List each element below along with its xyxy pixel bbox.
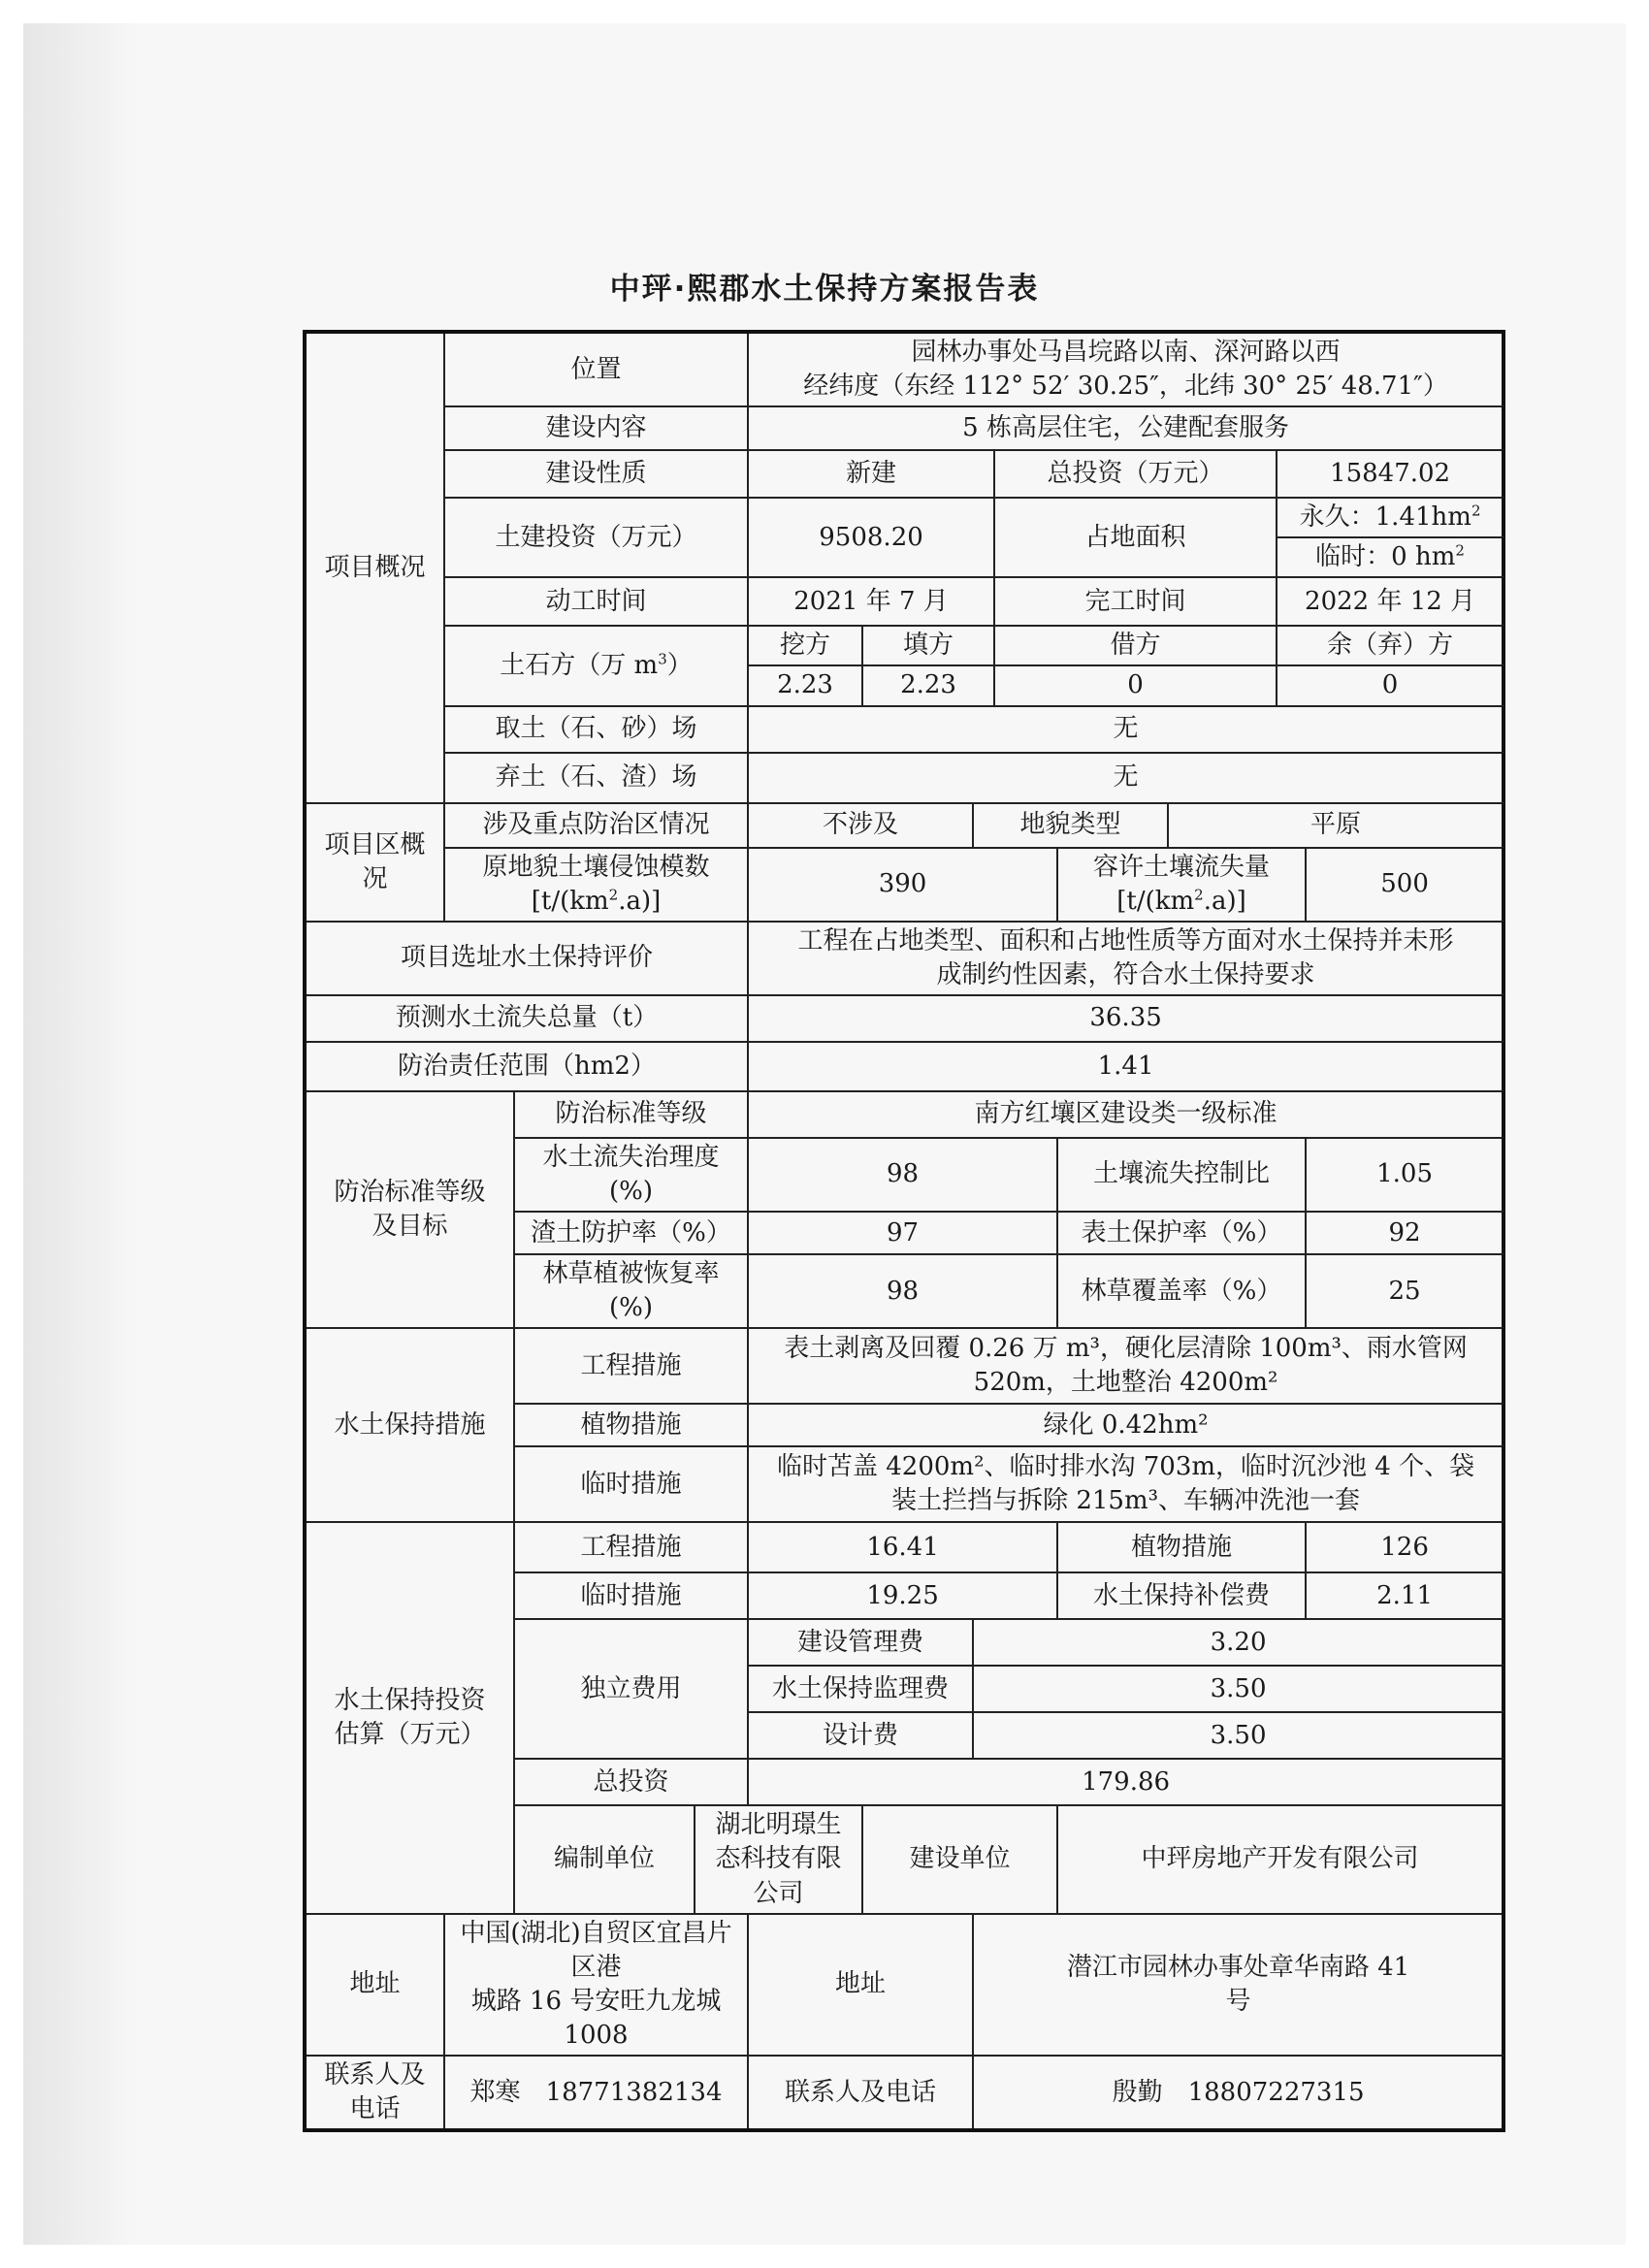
nature-label: 建设性质 — [444, 450, 748, 498]
total-invest-value: 15847.02 — [1277, 450, 1504, 498]
budget-comp-label: 水土保持补偿费 — [1057, 1572, 1306, 1619]
loss-total-label: 预测水土流失总量（t） — [305, 995, 748, 1042]
start-value: 2021 年 7 月 — [748, 577, 994, 626]
indep-item-value-1: 3.20 — [973, 1619, 1504, 1666]
indep-item-label-1: 建设管理费 — [748, 1619, 973, 1666]
landform-label: 地貌类型 — [973, 803, 1168, 848]
overview-group-label: 项目概况 — [305, 332, 444, 803]
report-title: 中玶·熙郡水土保持方案报告表 — [609, 272, 1040, 307]
budget-eng-value: 16.41 — [748, 1522, 1057, 1572]
nature-value: 新建 — [748, 450, 994, 498]
builder-address-label: 地址 — [748, 1914, 973, 2056]
civil-invest-value: 9508.20 — [748, 498, 994, 577]
indep-item-value-2: 3.50 — [973, 1666, 1504, 1712]
builder-label: 建设单位 — [862, 1805, 1057, 1913]
target-label-1: 水土流失治理度(%) — [514, 1138, 748, 1212]
start-label: 动工时间 — [444, 577, 748, 626]
earth-label-power: 3 — [658, 650, 667, 668]
compiler-address-value — [444, 1914, 748, 2056]
earth-value-cut: 2.23 — [748, 665, 862, 705]
builder-contact-value: 殷勤 18807227315 — [973, 2056, 1504, 2130]
loss-total-value: 36.35 — [748, 995, 1504, 1042]
content-label: 建设内容 — [444, 406, 748, 450]
end-value: 2022 年 12 月 — [1277, 577, 1504, 626]
standard-level-label: 防治标准等级 — [514, 1091, 748, 1138]
temp-measure-value — [748, 1446, 1504, 1522]
area-temporary — [1277, 537, 1504, 577]
area-label: 占地面积 — [994, 498, 1277, 577]
location-label: 位置 — [444, 332, 748, 406]
borrow-site-value: 无 — [748, 706, 1504, 753]
report-form — [303, 330, 1502, 2124]
landform-value: 平原 — [1168, 803, 1504, 848]
target-label-4: 表土保护率（%） — [1057, 1212, 1306, 1254]
area-permanent-text: 永久：1.41hm — [1299, 502, 1471, 533]
budget-total-value: 179.86 — [748, 1759, 1504, 1805]
area-permanent — [1277, 498, 1504, 537]
compiler-contact-value: 郑寒 18771382134 — [444, 2056, 748, 2130]
erosion-unit-text: [t/(km — [531, 886, 609, 916]
erosion-unit — [453, 885, 739, 919]
builder-contact-label: 联系人及电话 — [748, 2056, 973, 2130]
content-value: 5 栋高层住宅，公建配套服务 — [748, 406, 1504, 450]
plant-measure-label: 植物措施 — [514, 1404, 748, 1446]
allow-unit — [1066, 885, 1297, 919]
standard-level-value: 南方红壤区建设类一级标准 — [748, 1091, 1504, 1138]
area-temporary-text: 临时：0 hm — [1315, 542, 1456, 572]
spoil-site-value: 无 — [748, 753, 1504, 803]
budget-group-label — [305, 1522, 514, 1913]
location-value — [748, 332, 1504, 406]
site-eval-label: 项目选址水土保持评价 — [305, 922, 748, 995]
indep-item-value-3: 3.50 — [973, 1712, 1504, 1759]
earth-value-borrow: 0 — [994, 665, 1277, 705]
standard-group-line-2: 及目标 — [372, 1212, 448, 1242]
budget-plant-value: 126 — [1306, 1522, 1504, 1572]
budget-total-label: 总投资 — [514, 1759, 748, 1805]
target-value-5: 98 — [748, 1254, 1057, 1328]
indep-item-label-3: 设计费 — [748, 1712, 973, 1759]
compiler-address-line-1: 中国(湖北)自贸区宜昌片区港 — [460, 1918, 732, 1982]
budget-temp-value: 19.25 — [748, 1572, 1057, 1619]
allow-unit-power: 2 — [1194, 886, 1204, 903]
allow-label-text: 容许土壤流失量 — [1093, 852, 1271, 882]
location-coordinates: 经纬度（东经 112° 52′ 30.25″，北纬 30° 25′ 48.71″） — [803, 372, 1448, 402]
measures-group-label: 水土保持措施 — [305, 1328, 514, 1522]
earth-header-borrow: 借方 — [994, 626, 1277, 665]
compiler-value: 湖北明璟生态科技有限公司 — [695, 1805, 862, 1913]
budget-indep-label: 独立费用 — [514, 1619, 748, 1759]
earth-header-spoil: 余（弃）方 — [1277, 626, 1504, 665]
earth-value-spoil: 0 — [1277, 665, 1504, 705]
scope-label: 防治责任范围（hm2） — [305, 1042, 748, 1091]
end-label: 完工时间 — [994, 577, 1277, 626]
target-value-3: 97 — [748, 1212, 1057, 1254]
budget-group-line-2: 估算（万元） — [334, 1719, 486, 1749]
earth-label — [444, 626, 748, 705]
builder-address-line-1: 潜江市园林办事处章华南路 41 — [1066, 1952, 1410, 1982]
target-value-2: 1.05 — [1306, 1138, 1504, 1212]
area-temporary-power: 2 — [1455, 541, 1465, 560]
compiler-address-label: 地址 — [305, 1914, 444, 2056]
builder-address-line-2: 号 — [1225, 1986, 1251, 2016]
total-invest-label: 总投资（万元） — [994, 450, 1277, 498]
scope-value: 1.41 — [748, 1042, 1504, 1091]
compiler-label: 编制单位 — [514, 1805, 695, 1913]
budget-comp-value: 2.11 — [1306, 1572, 1504, 1619]
location-address: 园林办事处马昌垸路以南、深河路以西 — [911, 338, 1341, 367]
temp-measure-line-2: 装土拦挡与拆除 215m³、车辆冲洗池一套 — [891, 1486, 1361, 1516]
site-eval-line-1: 工程在占地类型、面积和占地性质等方面对水土保持并未形 — [797, 925, 1454, 956]
erosion-label-text: 原地貌土壤侵蚀模数 — [482, 852, 710, 882]
earth-header-cut: 挖方 — [748, 626, 862, 665]
area-permanent-power: 2 — [1471, 502, 1481, 520]
report-table — [303, 330, 1505, 2132]
region-group-label: 项目区概况 — [305, 803, 444, 922]
site-eval-value — [748, 922, 1504, 995]
allow-label — [1057, 848, 1306, 922]
allow-unit-end: .a)] — [1203, 886, 1246, 916]
page-shadow — [23, 23, 140, 2245]
budget-group-line-1: 水土保持投资 — [334, 1685, 486, 1715]
budget-temp-label: 临时措施 — [514, 1572, 748, 1619]
plant-measure-value: 绿化 0.42hm² — [748, 1404, 1504, 1446]
earth-header-fill: 填方 — [862, 626, 994, 665]
target-label-6: 林草覆盖率（%） — [1057, 1254, 1306, 1328]
temp-measure-line-1: 临时苫盖 4200m²、临时排水沟 703m，临时沉沙池 4 个、袋 — [776, 1452, 1475, 1482]
borrow-site-label: 取土（石、砂）场 — [444, 706, 748, 753]
spoil-site-label: 弃土（石、渣）场 — [444, 753, 748, 803]
erosion-unit-power: 2 — [608, 886, 619, 903]
key-area-label: 涉及重点防治区情况 — [444, 803, 748, 848]
earth-label-text: 土石方（万 m — [500, 650, 659, 680]
eng-measure-line-2: 520m，土地整治 4200m² — [973, 1368, 1278, 1398]
target-value-1: 98 — [748, 1138, 1057, 1212]
key-area-value: 不涉及 — [748, 803, 973, 848]
target-label-2: 土壤流失控制比 — [1057, 1138, 1306, 1212]
eng-measure-value — [748, 1328, 1504, 1404]
site-eval-line-2: 成制约性因素，符合水土保持要求 — [936, 959, 1315, 989]
eng-measure-label: 工程措施 — [514, 1328, 748, 1404]
earth-label-end: ） — [666, 650, 693, 680]
standard-group-label — [305, 1091, 514, 1328]
standard-group-line-1: 防治标准等级 — [334, 1178, 486, 1208]
eng-measure-line-1: 表土剥离及回覆 0.26 万 m³，硬化层清除 100m³、雨水管网 — [784, 1334, 1468, 1364]
earth-value-fill: 2.23 — [862, 665, 994, 705]
target-label-5: 林草植被恢复率(%) — [514, 1254, 748, 1328]
target-value-6: 25 — [1306, 1254, 1504, 1328]
erosion-value: 390 — [748, 848, 1057, 922]
allow-unit-text: [t/(km — [1116, 886, 1195, 916]
erosion-unit-end: .a)] — [618, 886, 662, 916]
erosion-label — [444, 848, 748, 922]
builder-address-value — [973, 1914, 1504, 2056]
civil-invest-label: 土建投资（万元） — [444, 498, 748, 577]
temp-measure-label: 临时措施 — [514, 1446, 748, 1522]
builder-value: 中玶房地产开发有限公司 — [1057, 1805, 1504, 1913]
allow-value: 500 — [1306, 848, 1504, 922]
compiler-contact-label: 联系人及电话 — [305, 2056, 444, 2130]
target-value-4: 92 — [1306, 1212, 1504, 1254]
target-label-3: 渣土防护率（%） — [514, 1212, 748, 1254]
compiler-address-line-2: 城路 16 号安旺九龙城 1008 — [470, 1986, 722, 2050]
budget-eng-label: 工程措施 — [514, 1522, 748, 1572]
budget-plant-label: 植物措施 — [1057, 1522, 1306, 1572]
indep-item-label-2: 水土保持监理费 — [748, 1666, 973, 1712]
